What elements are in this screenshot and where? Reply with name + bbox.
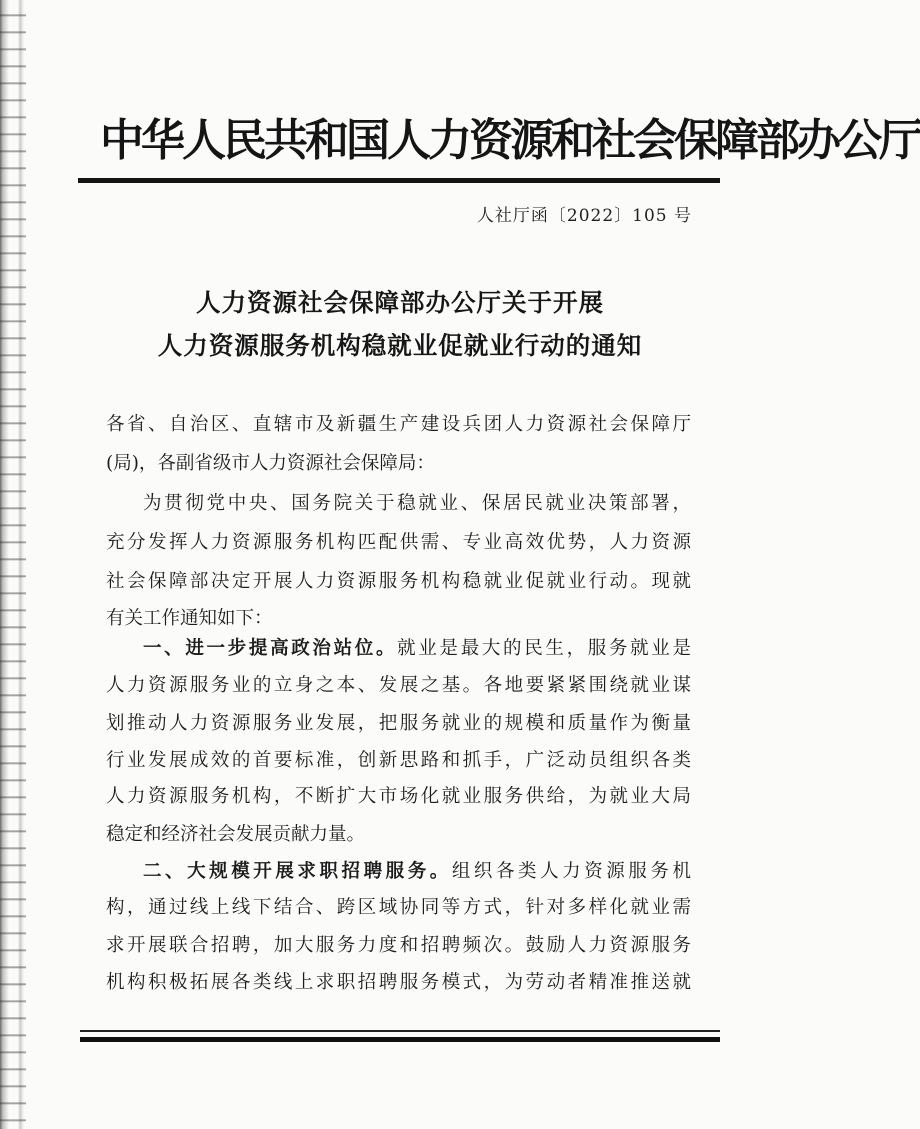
section1-line-4: 行业发展成效的首要标准，创新思路和抓手，广泛动员组织各类 (106, 750, 691, 771)
section2-line-2: 构，通过线上线下结合、跨区域协同等方式，针对多样化就业需 (106, 897, 691, 918)
section1-first-line (143, 634, 691, 660)
section1-line-6: 稳定和经济社会发展贡献力量。 (106, 824, 366, 845)
section1-line-3: 划推动人力资源服务业发展，把服务就业的规模和质量作为衡量 (106, 713, 691, 734)
agency-header: 中华人民共和国人力资源和社会保障部办公厅 (100, 115, 920, 166)
intro-line-4: 有关工作通知如下： (106, 608, 273, 629)
section1-line-5: 人力资源服务机构，不断扩大市场化就业服务供给，为就业大局 (106, 786, 691, 807)
section2-first-line (143, 857, 691, 883)
footer-divider-thick (80, 1037, 720, 1042)
intro-line-3: 社会保障部决定开展人力资源服务机构稳就业促就业行动。现就 (106, 571, 691, 592)
intro-line-1: 为贯彻党中央、国务院关于稳就业、保居民就业决策部署， (143, 493, 691, 514)
section1-line-1: 就业是最大的民生，服务就业是 (397, 638, 691, 659)
document-title-line-1: 人力资源社会保障部办公厅关于开展 (196, 288, 604, 317)
section2-line-3: 求开展联合招聘，加大服务力度和招聘频次。鼓励人力资源服务 (106, 935, 691, 956)
header-divider (78, 178, 720, 183)
intro-line-2: 充分发挥人力资源服务机构匹配供需、专业高效优势，人力资源 (106, 532, 691, 553)
section2-line-4: 机构积极拓展各类线上求职招聘服务模式，为劳动者精准推送就 (106, 972, 691, 993)
scan-edge-artifact (0, 0, 26, 1129)
section1-line-2: 人力资源服务业的立身之本、发展之基。各地要紧紧围绕就业谋 (106, 675, 691, 696)
addressee-line-2: (局)，各副省级市人力资源社会保障局： (106, 453, 435, 474)
section1-heading: 一、进一步提高政治站位。 (143, 638, 398, 659)
footer-divider-thin (80, 1030, 720, 1032)
section2-heading: 二、大规模开展求职招聘服务。 (143, 861, 452, 882)
document-number: 人社厅函〔2022〕105 号 (476, 206, 692, 226)
section2-line-1: 组织各类人力资源服务机 (451, 861, 691, 882)
addressee-line-1: 各省、自治区、直辖市及新疆生产建设兵团人力资源社会保障厅 (106, 414, 691, 435)
document-title-line-2: 人力资源服务机构稳就业促就业行动的通知 (157, 331, 643, 360)
